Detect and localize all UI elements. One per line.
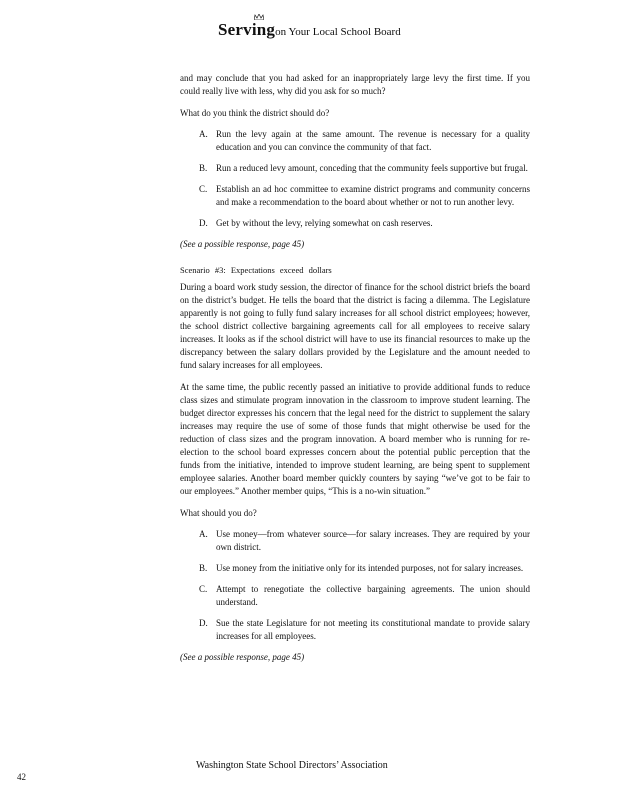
continued-paragraph: and may conclude that you had asked for an inappropriately large levy the first time. If you could really live with less, why did you ask for so much?	[180, 73, 530, 96]
option-letter: B.	[199, 563, 208, 573]
option-1a	[180, 128, 530, 154]
option-1c	[180, 183, 530, 209]
option-1d	[180, 217, 530, 230]
response-reference-2: (See a possible response, page 45)	[180, 652, 305, 662]
option-letter: C.	[199, 184, 208, 194]
page-footer: Washington State School Directors’ Association	[196, 760, 388, 771]
option-text: Sue the state Legislature for not meeting its constitutional mandate to provide salary increases for all employees.	[216, 618, 530, 641]
header-subtitle: on Your Local School Board	[275, 26, 401, 38]
crown-icon	[254, 14, 264, 20]
scenario-paragraph-1: During a board work study session, the director of finance for the school district briefs the board on the district’s budget. He tells the board that the district is facing a dilemma. The Legislature apparently is not going to fully fund salary increases for all school district employees; however, the school district collective bargaining agreements call for all employees to receive salary increases. It looks as if the school district will have to use its financial resources to make up the discrepancy between the salary dollars provided by the Legislature and the amount needed to fund salary increases for all employees.	[180, 282, 530, 370]
running-header	[218, 20, 401, 40]
option-text: Attempt to renegotiate the collective bargaining agreements. The union should understand.	[216, 584, 530, 607]
options-list-1	[180, 128, 530, 230]
option-letter: D.	[199, 618, 208, 628]
option-2d	[180, 617, 530, 643]
option-2b	[180, 562, 530, 575]
scenario-heading: Scenario #3: Expectations exceed dollars	[180, 265, 332, 275]
page-body	[180, 72, 530, 664]
option-letter: B.	[199, 163, 208, 173]
options-list-2	[180, 528, 530, 643]
option-letter: D.	[199, 218, 208, 228]
scenario-paragraph-2: At the same time, the public recently passed an initiative to provide additional funds to reduce class sizes and stimulate program innovation in the classroom to improve student learning. The budget director expresses his concern that the legal need for the district to supplement the salary increases may require the use of some of those funds that might otherwise be used for the reduction of class sizes and the program innovation. A board member who is running for re-election to the school board expresses concern about the potential public perception that the funds from the initiative, intended to improve student learning, are being spent to supplement employee salaries. Another board member quickly counters by saying “we’ve got to be fair to our employees.” Another member quips, “This is a no-win situation.”	[180, 382, 530, 496]
option-text: Run a reduced levy amount, conceding that the community feels supportive but frugal.	[216, 163, 528, 173]
header-brand: Serving	[218, 20, 275, 39]
option-letter: C.	[199, 584, 208, 594]
option-letter: A.	[199, 529, 208, 539]
option-text: Establish an ad hoc committee to examine district programs and community concerns and make a recommendation to the board about whether or not to run another levy.	[216, 184, 530, 207]
option-letter: A.	[199, 129, 208, 139]
page-number: 42	[17, 772, 26, 782]
option-2a	[180, 528, 530, 554]
option-text: Use money from the initiative only for its intended purposes, not for salary increases.	[216, 563, 524, 573]
option-text: Run the levy again at the same amount. The revenue is necessary for a quality education and you can convince the community of that fact.	[216, 129, 530, 152]
option-1b	[180, 162, 530, 175]
option-2c	[180, 583, 530, 609]
option-text: Use money—from whatever source—for salary increases. They are required by your own district.	[216, 529, 530, 552]
question-2: What should you do?	[180, 508, 257, 518]
option-text: Get by without the levy, relying somewhat on cash reserves.	[216, 218, 433, 228]
question-1: What do you think the district should do?	[180, 108, 330, 118]
response-reference-1: (See a possible response, page 45)	[180, 239, 305, 249]
